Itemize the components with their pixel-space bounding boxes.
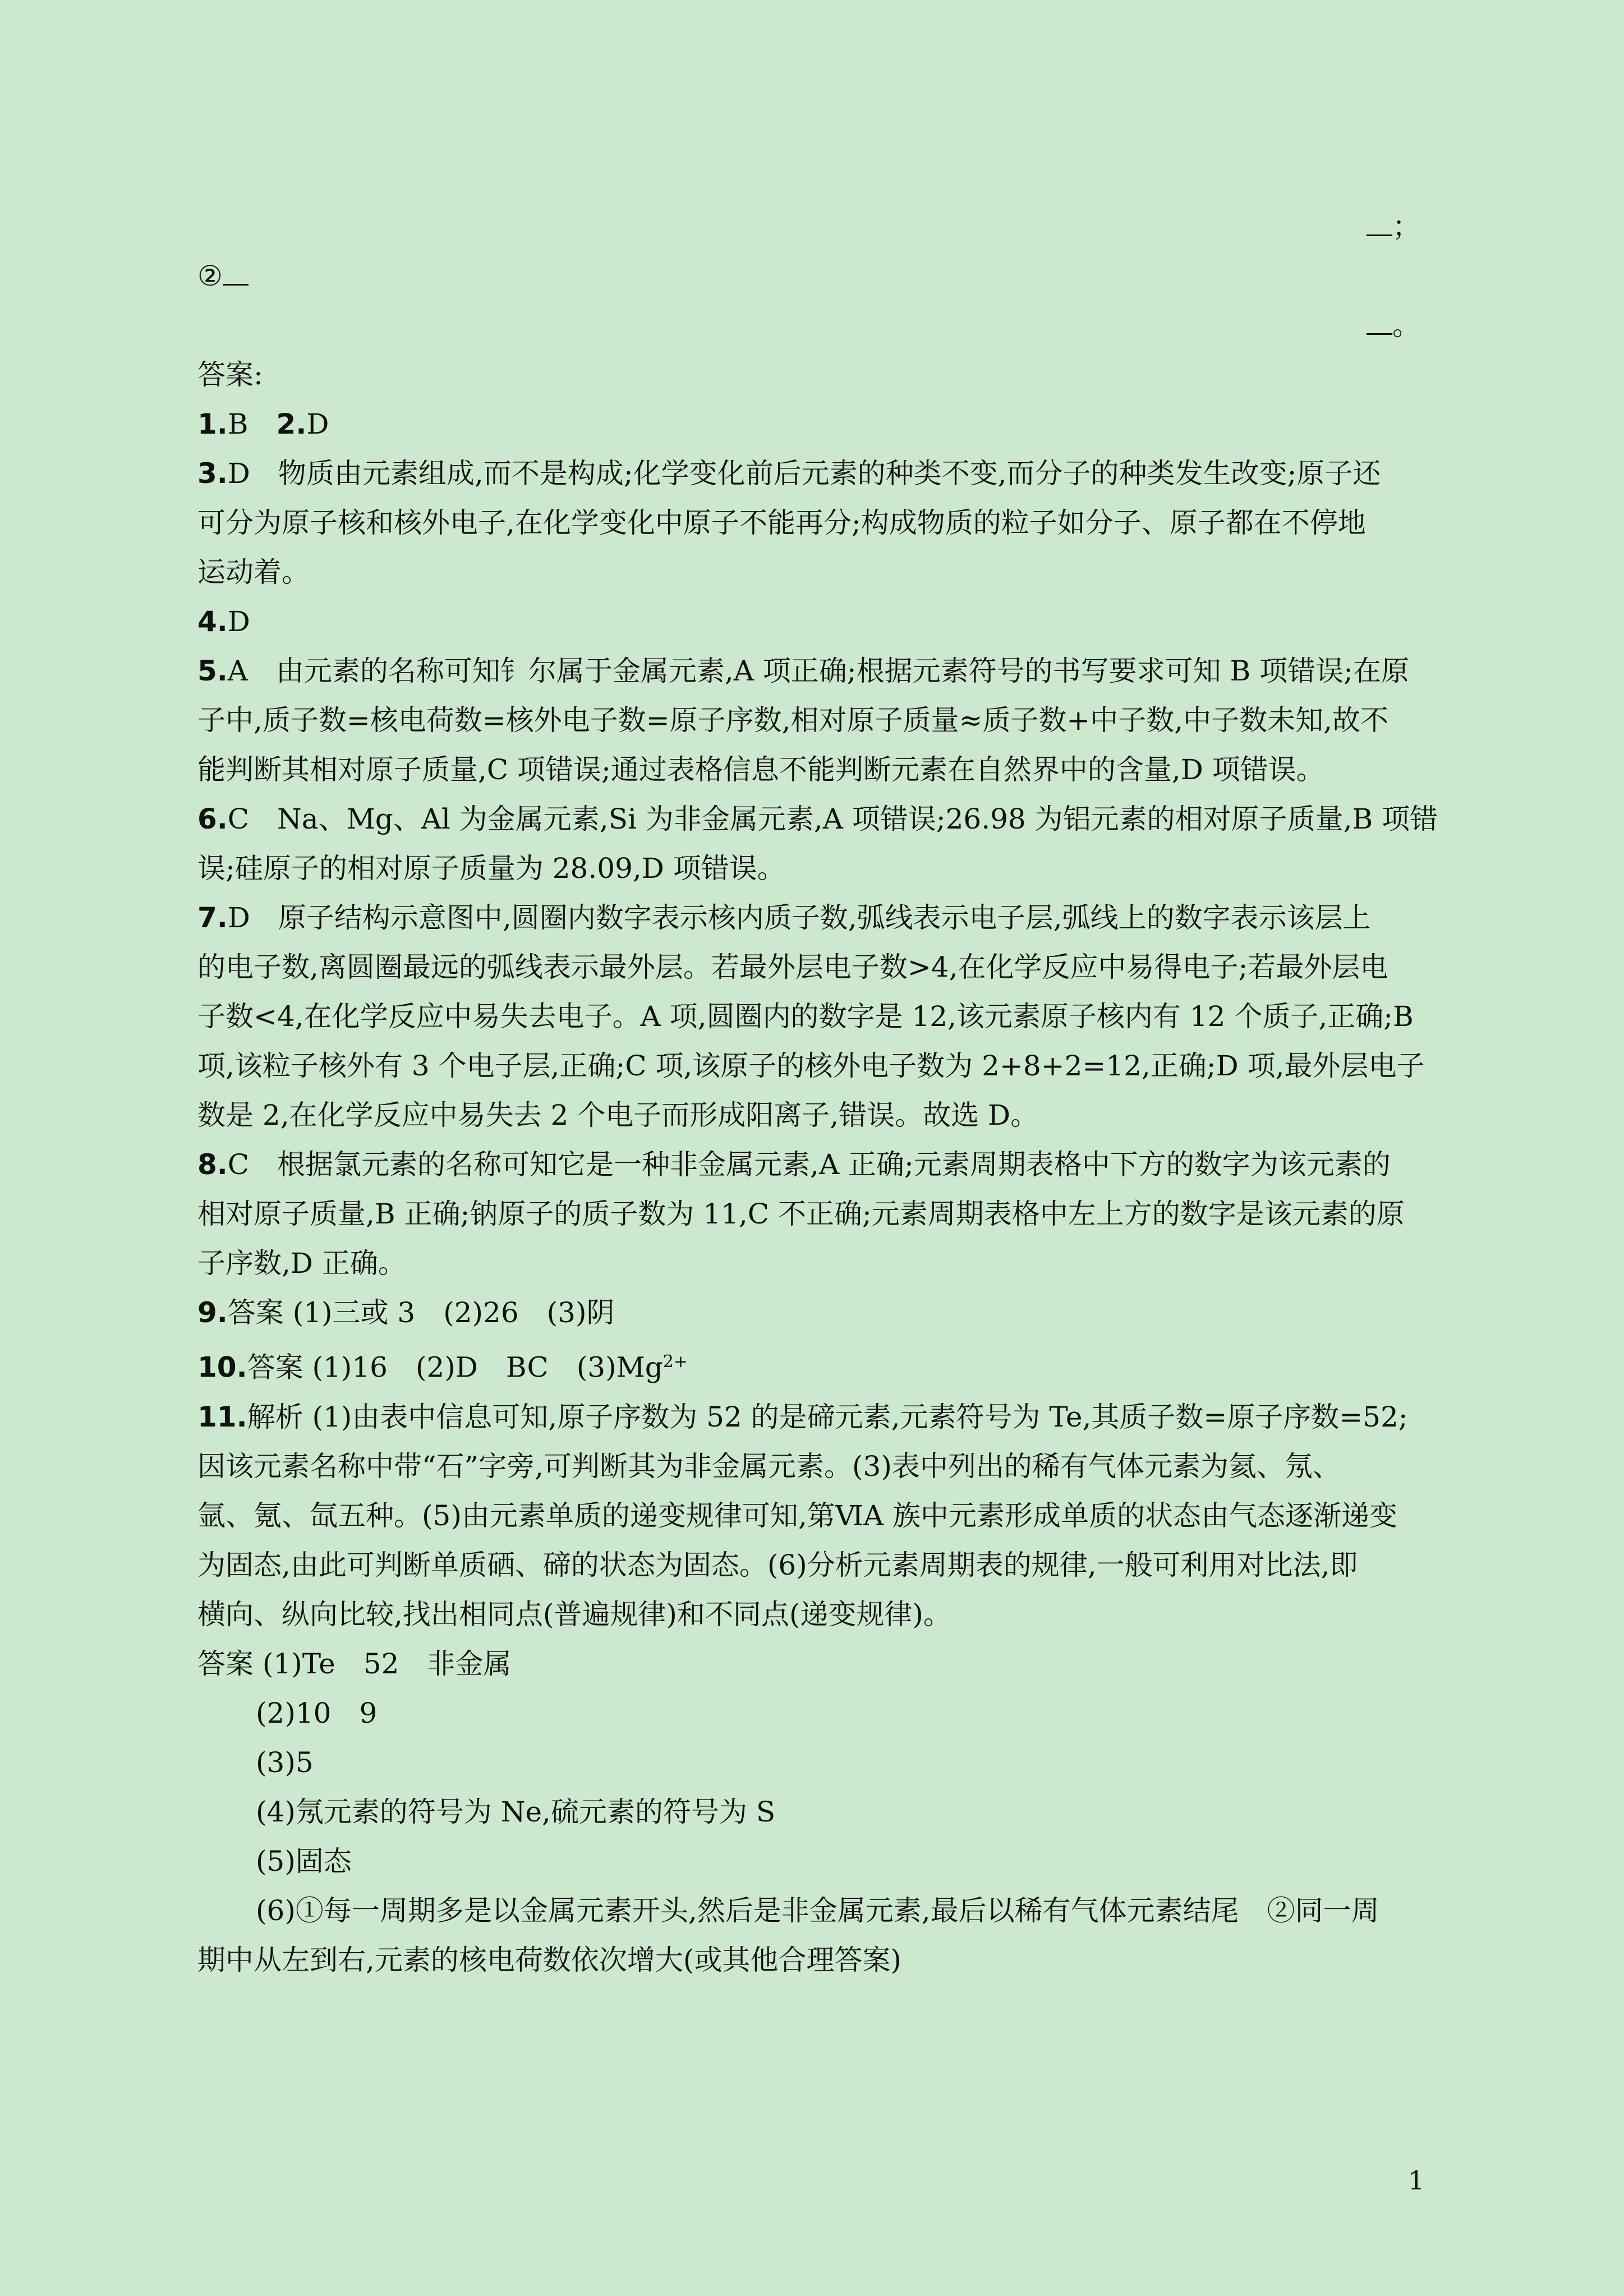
text-line (197, 844, 1426, 893)
indented-answers (197, 1688, 1426, 1935)
line-text: 答案 (1)Te 52 非金属 (197, 1647, 512, 1680)
line-text: D (227, 605, 250, 638)
question-number: 4. (197, 605, 228, 638)
text-line (197, 696, 1426, 745)
line-text: 误;硅原子的相对原子质量为 28.09,D 项错误。 (197, 852, 785, 885)
text-line (197, 1140, 1426, 1189)
question-number: 7. (197, 901, 228, 934)
text-line (197, 498, 1426, 547)
text-line (197, 1091, 1426, 1140)
line-text: 项,该粒子核外有 3 个电子层,正确;C 项,该原子的核外电子数为 2+8+2=12,正确;D 项,最外层电子 (197, 1050, 1425, 1082)
blank-line-1: ； (197, 202, 1426, 251)
ion-charge: 2+ (663, 1352, 688, 1372)
indented-answer-line: (2)10 9 (256, 1696, 378, 1729)
text-line (197, 1491, 1426, 1540)
line-text: D 物质由元素组成,而不是构成;化学变化前后元素的种类不变,而分子的种类发生改变;原子还 (227, 457, 1381, 490)
text-line (197, 1540, 1426, 1590)
line-text: 氩、氪、氙五种。(5)由元素单质的递变规律可知,第ⅥA 族中元素形成单质的状态由气态逐渐递变 (197, 1499, 1398, 1532)
text-line (197, 794, 1438, 844)
line-text: 相对原子质量,B 正确;钠原子的质子数为 11,C 不正确;元素周期表格中左上方的数字是该元素的原 (197, 1198, 1405, 1230)
text-line (197, 942, 1426, 992)
line-text: 子中,质子数=核电荷数=核外电子数=原子序数,相对原子质量≈质子数+中子数,中子数未知,故不 (197, 704, 1389, 737)
line-text: 横向、纵向比较,找出相同点(普遍规律)和不同点(递变规律)。 (197, 1598, 951, 1631)
text-line (197, 1590, 1426, 1639)
line-text: C Na、Mg、Al 为金属元素,Si 为非金属元素,A 项错误;26.98 为铝元素的相对原子质量,B 项错 (227, 803, 1438, 835)
line-text: 为固态,由此可判断单质硒、碲的状态为固态。(6)分析元素周期表的规律,一般可利用对比法,即 (197, 1548, 1358, 1581)
line-text: 能判断其相对原子质量,C 项错误;通过表格信息不能判断元素在自然界中的含量,D 项错误。 (197, 753, 1324, 786)
line-text: 可分为原子核和核外电子,在化学变化中原子不能再分;构成物质的粒子如分子、原子都在不停地 (197, 507, 1366, 539)
text-line (197, 745, 1426, 794)
indented-answer-line: (4)氖元素的符号为 Ne,硫元素的符号为 S (256, 1795, 776, 1828)
blank-line-2-end: 。 (197, 301, 1426, 350)
line-text: C 根据氯元素的名称可知它是一种非金属元素,A 正确;元素周期表格中下方的数字为该元素的 (227, 1148, 1391, 1181)
line-text: D 原子结构示意图中,圆圈内数字表示核内质子数,弧线表示电子层,弧线上的数字表示该层上 (227, 901, 1371, 934)
line-text: 的电子数,离圆圈最远的弧线表示最外层。若最外层电子数>4,在化学反应中易得电子;若最外层电 (197, 951, 1388, 983)
answers-heading: 答案: (197, 358, 263, 391)
text-line (197, 1189, 1426, 1239)
indented-answer-line: (6)①每一周期多是以金属元素开头,然后是非金属元素,最后以稀有气体元素结尾 ②同一周 (256, 1894, 1379, 1927)
answer-blank[interactable] (223, 259, 249, 286)
line-text: 因该元素名称中带“石”字旁,可判断其为非金属元素。(3)表中列出的稀有气体元素为氦、氖、 (197, 1450, 1341, 1483)
text-line (197, 1337, 1426, 1392)
answer-lines (197, 399, 1438, 1688)
text-line (197, 646, 1426, 696)
question-number: 8. (197, 1148, 228, 1181)
question-number: 2. (276, 408, 307, 440)
line-text: 答案 (1)16 (2)D BC (3)Mg (247, 1351, 663, 1384)
text-line (197, 1041, 1426, 1091)
line-text: B (227, 408, 277, 440)
question-number: 9. (197, 1296, 228, 1329)
text-line (197, 1442, 1426, 1491)
blank-line-2: ② (197, 251, 1426, 301)
text-line (197, 597, 1426, 646)
question-number: 5. (197, 655, 228, 687)
line-text: 答案 (1)三或 3 (2)26 (3)阴 (227, 1296, 615, 1329)
indented-answer-line: (5)固态 (256, 1844, 352, 1878)
text-line (197, 1392, 1426, 1442)
question-number: 11. (197, 1400, 247, 1433)
question-number: 6. (197, 803, 228, 835)
line-text: 运动着。 (197, 556, 310, 588)
text-line (197, 547, 1426, 597)
text-line (197, 1639, 1426, 1688)
text-line (197, 1239, 1426, 1288)
line-text: 子数<4,在化学反应中易失去电子。A 项,圆圈内的数字是 12,该元素原子核内有 12 个质子,正确;B (197, 1000, 1414, 1033)
page-number: 1 (1408, 2165, 1425, 2196)
line-text: 子序数,D 正确。 (197, 1247, 406, 1280)
answer-blank[interactable] (1367, 309, 1392, 335)
text-line (197, 992, 1426, 1041)
line-text: A 由元素的名称可知钅尔属于金属元素,A 项正确;根据元素符号的书写要求可知 B 项错误;在原 (227, 655, 1410, 687)
text-line (197, 449, 1426, 498)
indented-answer-line: (3)5 (256, 1746, 314, 1779)
text-line (197, 1288, 1426, 1337)
text-line (197, 399, 1426, 449)
answer-page (197, 202, 1438, 1985)
line-text: 解析 (1)由表中信息可知,原子序数为 52 的是碲元素,元素符号为 Te,其质子数=原子序数=52; (247, 1400, 1408, 1433)
line-text: 数是 2,在化学反应中易失去 2 个电子而形成阳离子,错误。故选 D。 (197, 1099, 1039, 1131)
text-line (197, 893, 1426, 942)
last-line: 期中从左到右,元素的核电荷数依次增大(或其他合理答案) (197, 1943, 901, 1976)
question-number: 3. (197, 457, 228, 490)
question-number: 1. (197, 408, 228, 440)
line-text: D (306, 408, 329, 440)
question-number: 10. (197, 1351, 247, 1384)
answer-blank[interactable] (1367, 210, 1392, 236)
